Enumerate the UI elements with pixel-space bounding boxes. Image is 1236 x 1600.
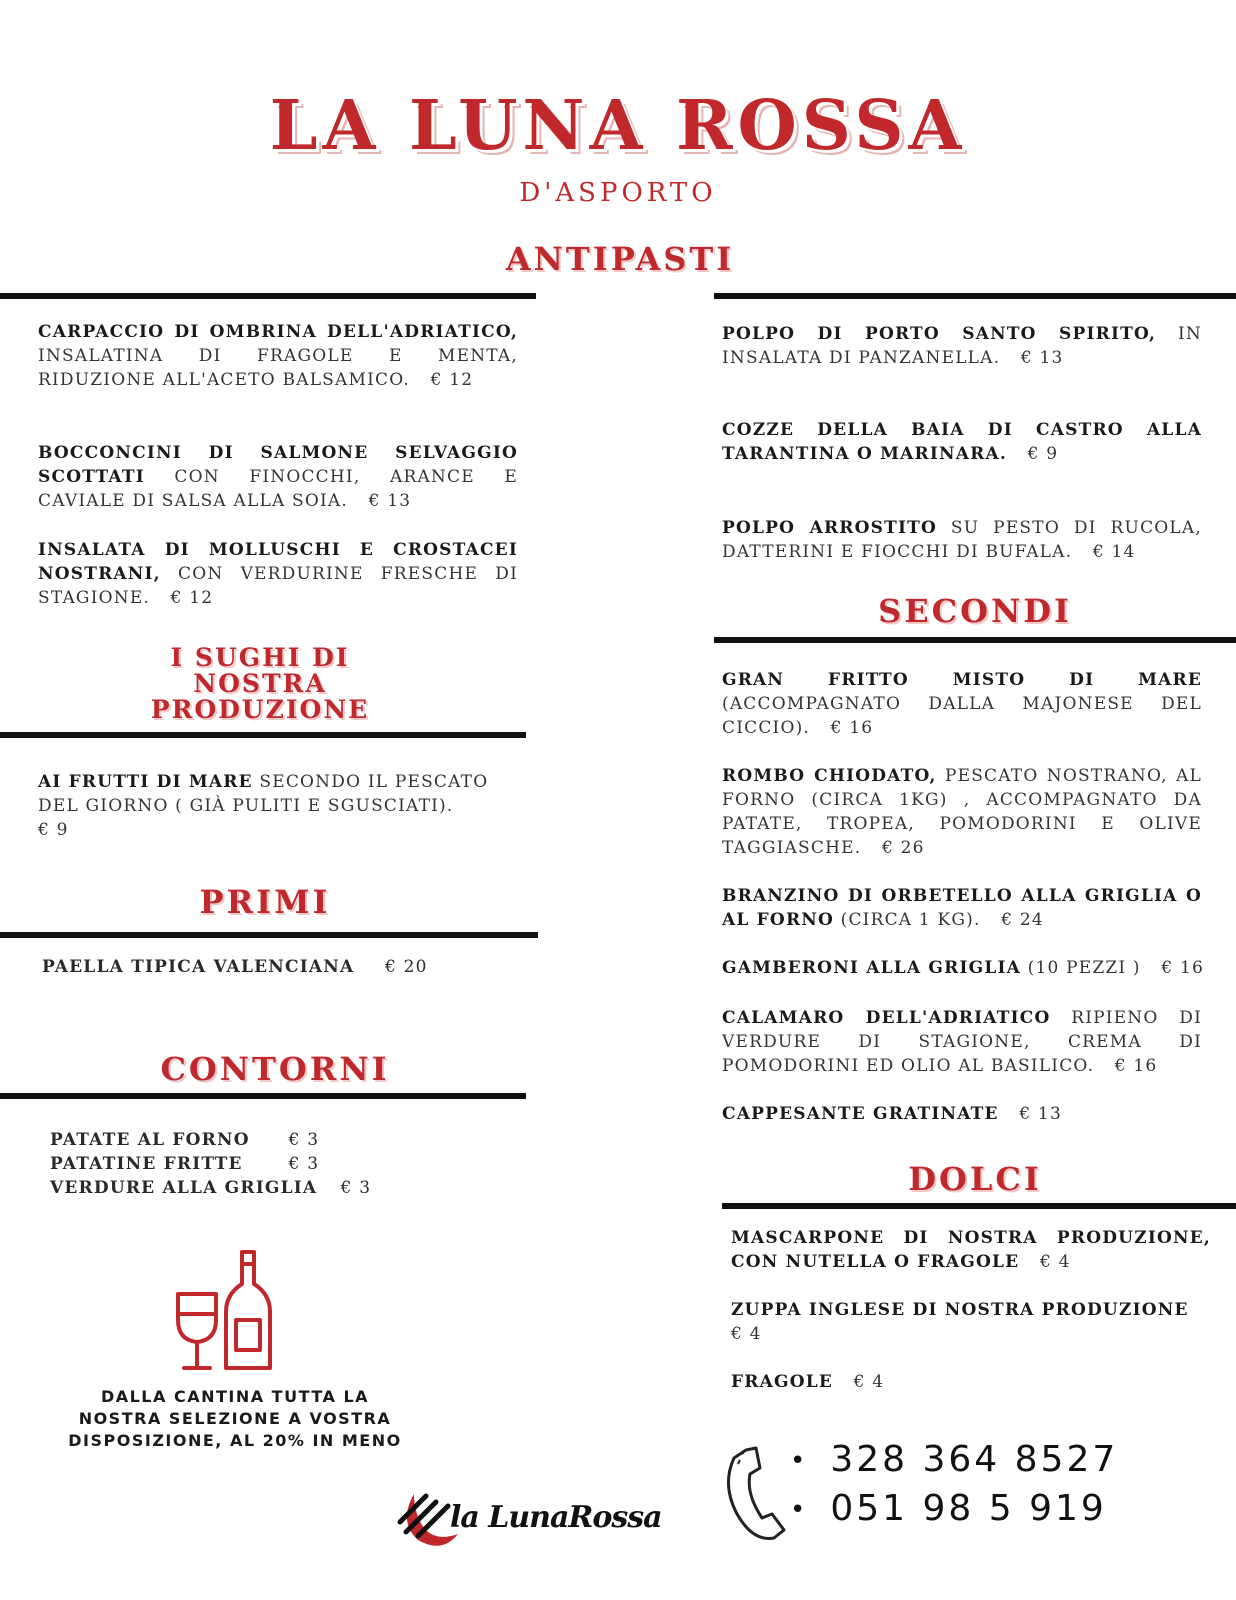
- menu-item: [50, 1128, 319, 1152]
- menu-item-name: ZUPPA INGLESE DI NOSTRA PRODUZIONE: [731, 1300, 1189, 1320]
- section-title-antipasti: ANTIPASTI: [505, 240, 735, 278]
- menu-item-name: BOCCONCINI DI SALMONE SELVAGGIO SCOTTATI: [38, 443, 518, 487]
- menu-item-name: GAMBERONI ALLA GRIGLIA: [722, 958, 1022, 978]
- section-rule: [714, 637, 1236, 643]
- menu-item-desc: CON FINOCCHI, ARANCE E CAVIALE DI SALSA ALLA SOIA.: [38, 467, 518, 511]
- section-title-secondi: SECONDI: [878, 592, 1072, 630]
- menu-item: [731, 1226, 1211, 1274]
- menu-item: [42, 955, 512, 979]
- menu-item-name: COZZE DELLA BAIA DI CASTRO ALLA TARANTINA O MARINARA.: [722, 420, 1202, 464]
- phone-icon: [716, 1444, 796, 1544]
- phone-number: • 328 364 8527: [790, 1439, 1119, 1480]
- menu-item-desc: (10 PEZZI ): [1027, 958, 1141, 978]
- wine-glass-bottle-icon: [170, 1250, 280, 1375]
- section-rule: [714, 293, 1236, 299]
- menu-item-price: € 13: [1019, 1104, 1062, 1124]
- section-title-contorni: CONTORNI: [160, 1050, 390, 1088]
- menu-item-price: € 20: [385, 957, 428, 977]
- menu-item-price: € 24: [1001, 910, 1044, 930]
- restaurant-title: LA LUNA ROSSA: [269, 86, 967, 166]
- menu-item: [722, 764, 1202, 860]
- menu-item-price: € 3: [288, 1130, 320, 1150]
- menu-item: [38, 320, 518, 392]
- menu-item: [731, 1370, 1211, 1394]
- menu-item: [722, 668, 1202, 740]
- menu-item-price: € 4: [1039, 1252, 1071, 1272]
- menu-item-name: BRANZINO DI ORBETELLO ALLA GRIGLIA O AL FORNO: [722, 886, 1202, 930]
- menu-item-desc: PESCATO NOSTRANO, AL FORNO (CIRCA 1KG) , ACCOMPAGNATO DA PATATE, TROPEA, POMODORINI E OLIVE TAGGIASCHE.: [722, 766, 1202, 858]
- menu-item: [731, 1298, 1211, 1346]
- menu-item-price: € 12: [170, 588, 214, 608]
- menu-item-name: CARPACCIO DI OMBRINA DELL'ADRIATICO,: [38, 322, 518, 342]
- menu-item-name: INSALATA DI MOLLUSCHI E CROSTACEI NOSTRANI,: [38, 540, 518, 584]
- menu-item-name: GRAN FRITTO MISTO DI MARE: [722, 670, 1202, 690]
- section-title-dolci: DOLCI: [908, 1160, 1042, 1198]
- wine-offer-text: DALLA CANTINA TUTTA LA NOSTRA SELEZIONE A VOSTRA DISPOSIZIONE, AL 20% IN MENO: [68, 1387, 402, 1450]
- menu-item-name: AI FRUTTI DI MARE: [38, 772, 253, 792]
- menu-item-desc: INSALATINA DI FRAGOLE E MENTA, RIDUZIONE ALL'ACETO BALSAMICO.: [38, 346, 518, 390]
- menu-item: [722, 1006, 1202, 1078]
- section-rule: [0, 1093, 526, 1099]
- menu-item-price: € 16: [1161, 958, 1204, 978]
- section-title-primi: PRIMI: [199, 883, 331, 921]
- phone-number: • 051 98 5 919: [790, 1488, 1107, 1529]
- menu-item-desc: IN INSALATA DI PANZANELLA.: [722, 324, 1202, 368]
- menu-item-price: € 12: [430, 370, 474, 390]
- menu-item-price: € 13: [368, 491, 412, 511]
- menu-item-price: € 26: [881, 838, 925, 858]
- menu-item-price: € 4: [731, 1324, 762, 1344]
- menu-item-desc: (CIRCA 1 KG).: [840, 910, 981, 930]
- menu-item-name: ROMBO CHIODATO,: [722, 766, 937, 786]
- menu-item-price: € 3: [288, 1154, 320, 1174]
- menu-item: [38, 441, 518, 513]
- menu-item-name: PATATE AL FORNO: [50, 1130, 250, 1150]
- menu-item-price: € 3: [340, 1178, 372, 1198]
- menu-item-name: MASCARPONE DI NOSTRA PRODUZIONE, CON NUTELLA O FRAGOLE: [731, 1228, 1211, 1272]
- menu-item-price: € 9: [38, 820, 69, 840]
- menu-item-name: CALAMARO DELL'ADRIATICO: [722, 1008, 1051, 1028]
- menu-item-desc: SU PESTO DI RUCOLA, DATTERINI E FIOCCHI DI BUFALA.: [722, 518, 1202, 562]
- menu-item-desc: (ACCOMPAGNATO DALLA MAJONESE DEL CICCIO).: [722, 694, 1202, 738]
- menu-item-name: PAELLA TIPICA VALENCIANA: [42, 957, 355, 977]
- menu-item: [722, 322, 1202, 370]
- menu-item-name: CAPPESANTE GRATINATE: [722, 1104, 999, 1124]
- menu-item: [38, 770, 508, 842]
- section-rule: [0, 732, 526, 738]
- menu-item-desc: RIPIENO DI VERDURE DI STAGIONE, CREMA DI POMODORINI ED OLIO AL BASILICO.: [722, 1008, 1202, 1076]
- menu-item-name: FRAGOLE: [731, 1372, 834, 1392]
- menu-item: [722, 884, 1202, 932]
- menu-item: [722, 418, 1202, 466]
- menu-item-price: € 14: [1092, 542, 1136, 562]
- menu-item-price: € 9: [1027, 444, 1059, 464]
- menu-item: [38, 538, 518, 610]
- menu-item: [50, 1152, 319, 1176]
- menu-item-desc: CON VERDURINE FRESCHE DI STAGIONE.: [38, 564, 518, 608]
- phone-list: [790, 1436, 1118, 1534]
- menu-item-price: € 16: [1114, 1056, 1158, 1076]
- menu-item: [722, 1102, 1202, 1126]
- menu-item-price: € 13: [1020, 348, 1064, 368]
- menu-item-price: € 16: [830, 718, 874, 738]
- menu-item: [50, 1176, 371, 1200]
- section-title-sughi: I SUGHI DI NOSTRA PRODUZIONE: [150, 643, 370, 724]
- menu-item-price: € 4: [853, 1372, 885, 1392]
- menu-item-name: VERDURE ALLA GRIGLIA: [50, 1178, 318, 1198]
- menu-item-desc: SECONDO IL PESCATO DEL GIORNO ( GIÀ PULITI E SGUSCIATI).: [38, 772, 489, 816]
- section-rule: [722, 1203, 1236, 1209]
- menu-item-name: POLPO DI PORTO SANTO SPIRITO,: [722, 324, 1157, 344]
- menu-item: [722, 516, 1202, 564]
- logo-wordmark: la LunaRossa: [450, 1500, 662, 1535]
- section-rule: [0, 932, 538, 938]
- menu-item-name: PATATINE FRITTE: [50, 1154, 243, 1174]
- menu-item: [722, 956, 1212, 980]
- menu-item-name: POLPO ARROSTITO: [722, 518, 937, 538]
- restaurant-subtitle: D'ASPORTO: [519, 178, 717, 208]
- section-rule: [0, 293, 536, 299]
